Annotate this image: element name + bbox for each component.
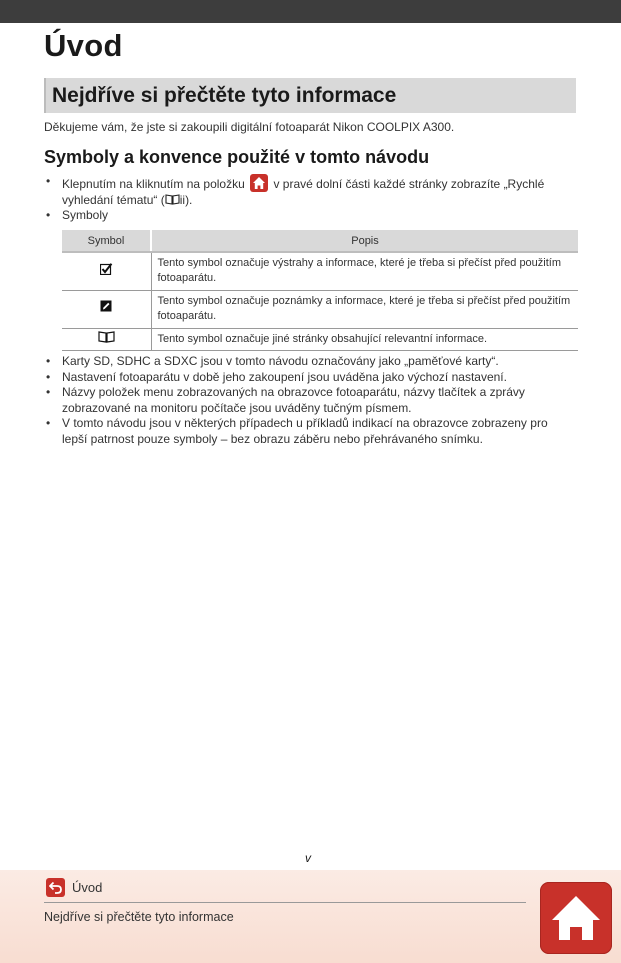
list-item: • Nastavení fotoaparátu v době jeho zakoupení jsou uváděna jako výchozí nastavení. [44, 370, 576, 386]
footer-divider [44, 902, 526, 903]
table-row [62, 328, 578, 351]
symbol-cell [62, 290, 151, 328]
open-book-icon [98, 331, 115, 343]
symbols-table [62, 230, 578, 351]
section-title: Nejdříve si přečtěte tyto informace [52, 84, 397, 107]
section-title-bar [44, 78, 576, 113]
book-icon [165, 193, 180, 207]
table-header-description: Popis [151, 230, 578, 252]
bullet-text: v pravé dolní části každé stránky zobrazíte „Rychlé vyhledání tématu“ ( [62, 177, 545, 207]
page-title: Úvod [44, 28, 123, 63]
page-number: v [305, 851, 311, 865]
pencil-note-icon [100, 300, 112, 312]
back-link-label: Úvod [72, 879, 103, 895]
bullet-text: Klepnutím na kliknutím na položku [62, 177, 245, 191]
table-row [62, 290, 578, 328]
conventions-bullets [44, 354, 576, 447]
checkmark-box-icon [100, 263, 113, 275]
home-button[interactable] [540, 882, 612, 954]
back-arrow-icon [46, 878, 65, 897]
symbol-cell [62, 252, 151, 290]
list-item: • Karty SD, SDHC a SDXC jsou v tomto návodu označovány jako „paměťové karty“. [44, 354, 576, 370]
symbol-cell [62, 328, 151, 351]
home-icon [549, 893, 603, 943]
top-bar [0, 0, 621, 23]
list-item: • Klepnutím na kliknutím na položku v pravé dolní části každé stránky zobrazíte „Rychlé vyhledání tématu“ ( ii). [44, 174, 576, 208]
bullet-text: Symboly [62, 208, 109, 222]
list-item [44, 208, 576, 224]
list-item: • V tomto návodu jsou v některých případech u příkladů indikací na obrazovce zobrazeny pro lepší patrnost pouze symboly – bez obrazu záběru nebo přehrávaného snímku. [44, 416, 576, 447]
description-cell: Tento symbol označuje poznámky a informace, které je třeba si přečíst před použitím fotoaparátu. [151, 290, 578, 328]
description-cell: Tento symbol označuje jiné stránky obsahující relevantní informace. [151, 328, 578, 351]
home-icon[interactable] [250, 174, 268, 192]
table-row [62, 252, 578, 290]
back-link[interactable] [46, 877, 102, 897]
symbols-heading: Symboly a konvence použité v tomto návodu [44, 147, 430, 167]
description-cell: Tento symbol označuje výstrahy a informace, které je třeba si přečíst před použitím fotoaparátu. [151, 252, 578, 290]
page-ref-link[interactable]: ii [179, 192, 186, 207]
table-header-symbol: Symbol [62, 230, 151, 252]
list-item: • Názvy položek menu zobrazovaných na obrazovce fotoaparátu, názvy tlačítek a zprávy zobrazované na monitoru počítače jsou uváděny tučným písmem. [44, 385, 576, 416]
symbols-bullets [44, 174, 576, 224]
footer-section-label: Nejdříve si přečtěte tyto informace [44, 910, 234, 924]
intro-text: Děkujeme vám, že jste si zakoupili digitální fotoaparát Nikon COOLPIX A300. [44, 120, 455, 134]
